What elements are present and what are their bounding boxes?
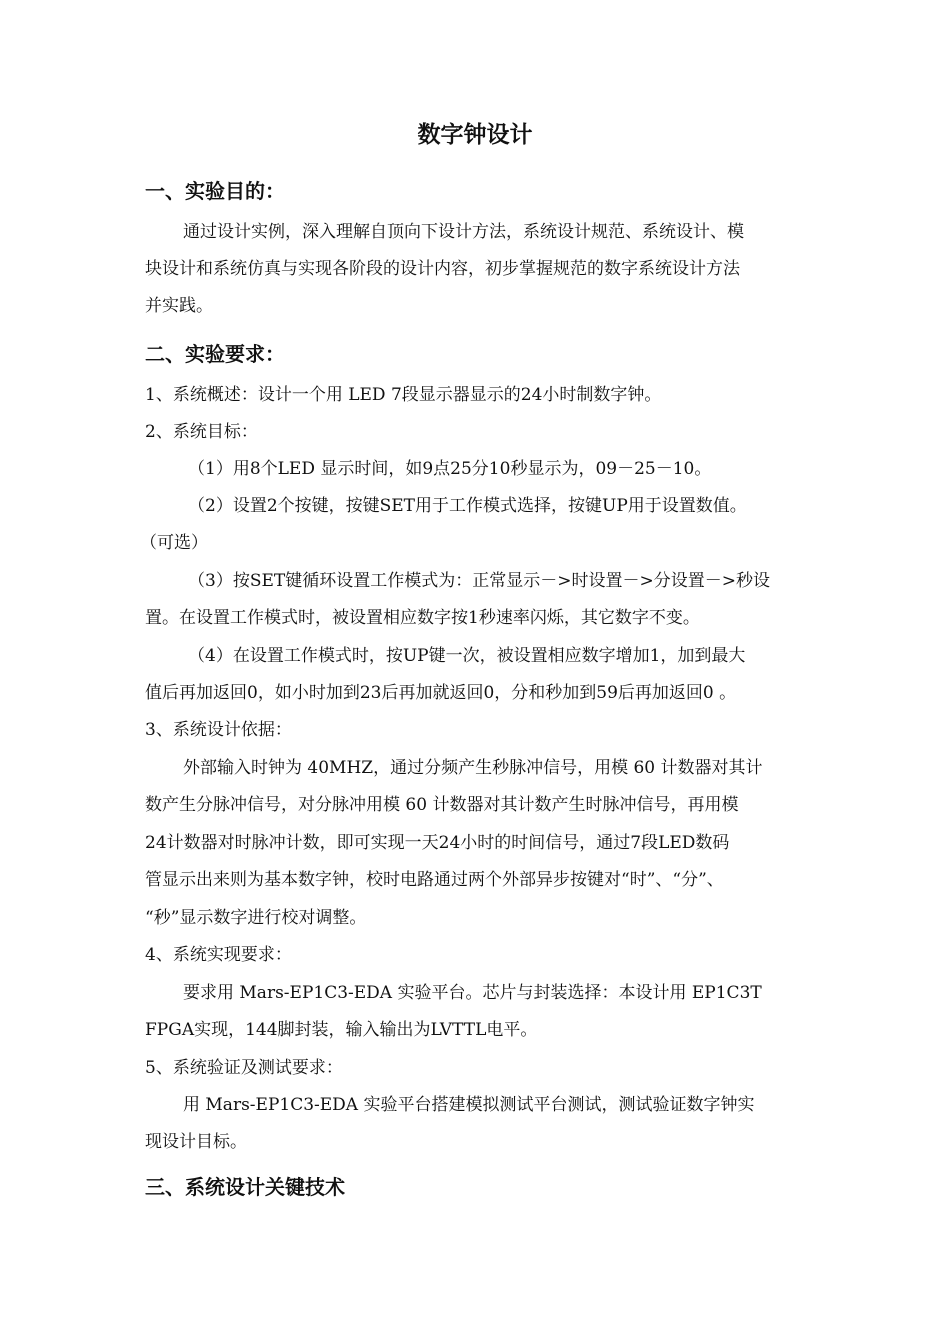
req-item-1: 1、系统概述：设计一个用 LED 7段显示器显示的24小时制数字钟。 bbox=[145, 385, 662, 405]
goal-4-line-2: 值后再加返回0，如小时加到23后再加就返回0，分和秒加到59后再加返回0 。 bbox=[145, 683, 737, 703]
section1-line-1: 通过设计实例，深入理解自顶向下设计方法，系统设计规范、系统设计、模 bbox=[183, 222, 744, 242]
goal-2-line-2: （可选） bbox=[140, 533, 208, 553]
section1-line-2: 块设计和系统仿真与实现各阶段的设计内容，初步掌握规范的数字系统设计方法 bbox=[145, 259, 740, 279]
verify-line-2: 现设计目标。 bbox=[145, 1132, 247, 1152]
goal-4-line-1: （4）在设置工作模式时，按UP键一次，被设置相应数字增加1，加到最大 bbox=[188, 646, 746, 666]
goal-1: （1）用8个LED 显示时间，如9点25分10秒显示为，09－25－10。 bbox=[188, 459, 712, 479]
basis-line-1: 外部输入时钟为 40MHZ，通过分频产生秒脉冲信号，用模 60 计数器对其计 bbox=[183, 758, 763, 778]
section3-heading: 三、系统设计关键技术 bbox=[145, 1175, 345, 1199]
verify-line-1: 用 Mars-EP1C3-EDA 实验平台搭建模拟测试平台测试，测试验证数字钟实 bbox=[183, 1095, 755, 1115]
doc-title: 数字钟设计 bbox=[417, 122, 533, 148]
req-item-5: 5、系统验证及测试要求： bbox=[145, 1058, 343, 1078]
impl-line-2: FPGA实现，144脚封装，输入输出为LVTTL电平。 bbox=[145, 1020, 538, 1040]
goal-3-line-1: （3）按SET键循环设置工作模式为：正常显示－>时设置－>分设置－>秒设 bbox=[188, 571, 770, 591]
goal-3-line-2: 置。在设置工作模式时，被设置相应数字按1秒速率闪烁，其它数字不变。 bbox=[145, 608, 700, 628]
basis-line-5: “秒”显示数字进行校对调整。 bbox=[145, 908, 367, 928]
basis-line-3: 24计数器对时脉冲计数，即可实现一天24小时的时间信号，通过7段LED数码 bbox=[145, 833, 730, 853]
section1-heading: 一、实验目的： bbox=[145, 179, 285, 203]
req-item-3: 3、系统设计依据： bbox=[145, 720, 292, 740]
section1-line-3: 并实践。 bbox=[145, 296, 213, 316]
section2-heading: 二、实验要求： bbox=[145, 342, 285, 366]
req-item-4: 4、系统实现要求： bbox=[145, 945, 292, 965]
basis-line-2: 数产生分脉冲信号，对分脉冲用模 60 计数器对其计数产生时脉冲信号，再用模 bbox=[145, 795, 739, 815]
goal-2-line-1: （2）设置2个按键，按键SET用于工作模式选择，按键UP用于设置数值。 bbox=[188, 496, 747, 516]
impl-line-1: 要求用 Mars-EP1C3-EDA 实验平台。芯片与封装选择：本设计用 EP1C3T bbox=[183, 983, 762, 1003]
basis-line-4: 管显示出来则为基本数字钟，校时电路通过两个外部异步按键对“时”、“分”、 bbox=[145, 870, 724, 890]
req-item-2: 2、系统目标： bbox=[145, 422, 258, 442]
